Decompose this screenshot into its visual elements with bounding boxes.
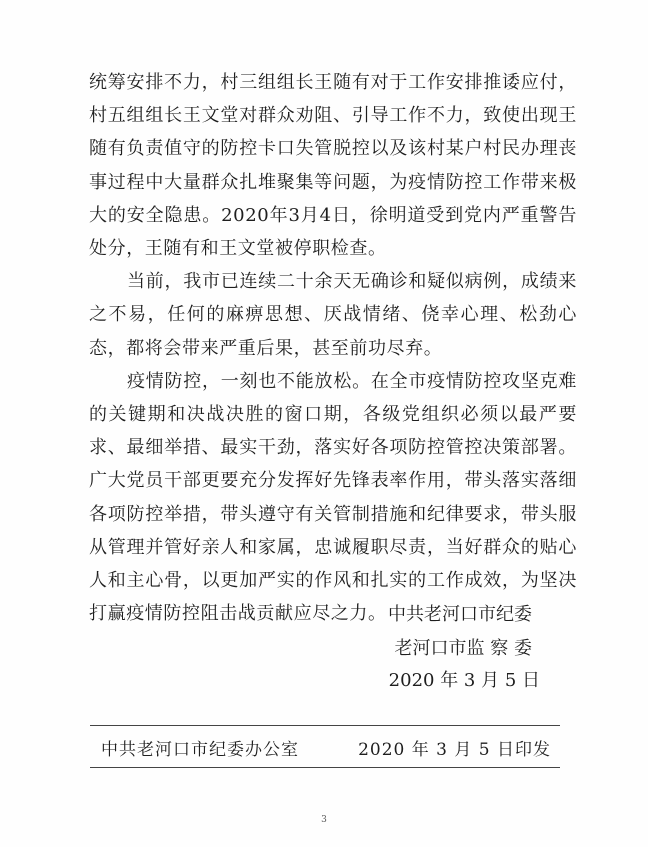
signature-block (360, 600, 540, 690)
paragraph-requirements: 疫情防控，一刻也不能放松。在全市疫情防控攻坚克难的关键期和决战决胜的窗口期，各级党组织必须以最严要求、最细举措、最实干劲，落实好各项防控管控决策部署。广大党员干部更要充分发挥好先锋表率作用，带头落实落细各项防控举措，带头遵守有关管制措施和纪律要求，带头服从管理并管好亲人和家属，忠诚履职尽责，当好群众的贴心人和主心骨，以更加严实的作风和扎实的工作成效，为坚决打赢疫情防控阻击战贡献应尽之力。 (89, 370, 577, 625)
signature-org-supervision: 老河口市监 察 委 (394, 638, 532, 659)
signature-org-commission: 中共老河口市纪委 (388, 604, 532, 625)
document-body (89, 66, 577, 630)
footer-issue-date: 2020 年 3 月 5 日印发 (358, 740, 551, 760)
page-number: 3 (321, 815, 327, 825)
signature-date: 2020 年 3 月 5 日 (388, 670, 540, 691)
paragraph-current-situation: 当前，我市已连续二十余天无确诊和疑似病例，成绩来之不易，任何的麻痹思想、厌战情绪、侥幸心理、松劲心态，都将会带来严重后果，甚至前功尽弃。 (89, 271, 577, 359)
footer-bottom-rule (90, 767, 560, 768)
footer-top-rule (90, 725, 560, 726)
paragraph-continuation: 统筹安排不力，村三组组长王随有对于工作安排推诿应付，村五组组长王文堂对群众劝阻、引导工作不力，致使出现王随有负责值守的防控卡口失管脱控以及该村某户村民办理丧事过程中大量群众扎堆聚集等问题，为疫情防控工作带来极大的安全隐患。2020年3月4日，徐明道受到党内严重警告处分，王随有和王文堂被停职检查。 (89, 72, 577, 260)
footer-issuer: 中共老河口市纪委办公室 (101, 740, 299, 760)
